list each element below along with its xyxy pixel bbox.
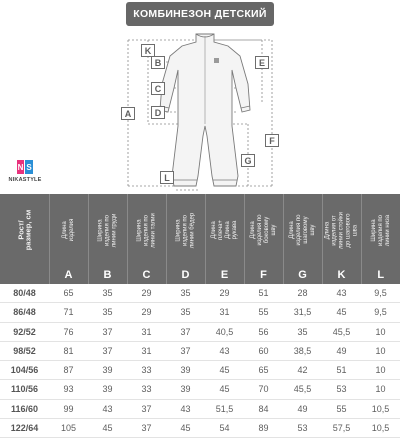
measure-cell: 39: [166, 361, 205, 380]
measure-cell: 31: [127, 322, 166, 341]
column-header-g: [283, 194, 322, 284]
measure-cell: 54: [205, 418, 244, 437]
measure-cell: 45: [88, 418, 127, 437]
size-cell: 80/48: [0, 284, 49, 303]
measure-cell: 10: [361, 361, 400, 380]
table-row: [0, 399, 400, 418]
measure-cell: 37: [88, 322, 127, 341]
column-letter: K: [323, 269, 361, 281]
measure-cell: 37: [88, 341, 127, 360]
column-letter: B: [89, 269, 127, 281]
measure-label: E: [255, 56, 269, 69]
size-cell: 92/52: [0, 322, 49, 341]
measure-cell: 43: [166, 399, 205, 418]
size-cell: 98/52: [0, 341, 49, 360]
table-row: [0, 284, 400, 303]
measure-cell: 45: [322, 303, 361, 322]
measure-cell: 56: [244, 322, 283, 341]
measure-cell: 43: [88, 399, 127, 418]
column-header-k: [322, 194, 361, 284]
measure-cell: 29: [127, 303, 166, 322]
measure-cell: 31: [127, 341, 166, 360]
measure-cell: 45,5: [283, 380, 322, 399]
measure-cell: 35: [166, 303, 205, 322]
measure-cell: 93: [49, 380, 88, 399]
column-letter: C: [128, 269, 166, 281]
column-header-l: [361, 194, 400, 284]
column-header-b: [88, 194, 127, 284]
table-row: [0, 361, 400, 380]
column-letter: A: [50, 269, 88, 281]
table-body: [0, 284, 400, 438]
brand-mark-icon: [17, 160, 33, 174]
svg-text:N: N: [18, 163, 24, 172]
column-header-label: Рост/ размер, см: [17, 206, 31, 255]
measure-cell: 70: [244, 380, 283, 399]
measure-cell: 37: [127, 399, 166, 418]
table-row: [0, 322, 400, 341]
measure-cell: 42: [283, 361, 322, 380]
measure-cell: 33: [127, 380, 166, 399]
table-row: [0, 303, 400, 322]
measure-cell: 10,5: [361, 399, 400, 418]
measure-cell: 40,5: [205, 322, 244, 341]
column-letter: E: [206, 269, 244, 281]
measure-cell: 31,5: [283, 303, 322, 322]
column-header-size: [0, 194, 49, 284]
measure-label: K: [141, 44, 155, 57]
measure-label: B: [151, 56, 165, 69]
measure-cell: 53: [283, 418, 322, 437]
table-row: [0, 341, 400, 360]
measure-cell: 35: [88, 303, 127, 322]
measure-cell: 10,5: [361, 418, 400, 437]
svg-text:S: S: [26, 163, 32, 172]
measure-cell: 33: [127, 361, 166, 380]
measure-label: D: [151, 106, 165, 119]
measure-cell: 51,5: [205, 399, 244, 418]
measure-cell: 105: [49, 418, 88, 437]
column-header-e: [205, 194, 244, 284]
measure-cell: 49: [283, 399, 322, 418]
measure-cell: 37: [166, 341, 205, 360]
measure-cell: 99: [49, 399, 88, 418]
column-header-d: [166, 194, 205, 284]
measure-cell: 9,5: [361, 303, 400, 322]
measure-label: F: [265, 134, 279, 147]
table-row: [0, 418, 400, 437]
measure-cell: 45,5: [322, 322, 361, 341]
column-header-label: Длина изделия по боковому шву: [250, 211, 278, 249]
measure-cell: 55: [322, 399, 361, 418]
measure-cell: 51: [244, 284, 283, 303]
measure-cell: 39: [166, 380, 205, 399]
measure-cell: 89: [244, 418, 283, 437]
column-header-label: Ширина изделия по линии груди: [97, 211, 118, 249]
size-cell: 104/56: [0, 361, 49, 380]
measure-cell: 39: [88, 380, 127, 399]
measure-cell: 35: [166, 284, 205, 303]
measure-cell: 35: [88, 284, 127, 303]
column-header-label: Длина изделия по шаговому шву: [289, 211, 317, 249]
measure-cell: 49: [322, 341, 361, 360]
measure-cell: 29: [205, 284, 244, 303]
column-header-c: [127, 194, 166, 284]
measure-cell: 45: [205, 380, 244, 399]
measure-cell: 38,5: [283, 341, 322, 360]
brand-name: NIKASTYLE: [5, 177, 45, 183]
size-cell: 122/64: [0, 418, 49, 437]
garment-diagram: [0, 26, 400, 194]
measure-cell: 37: [127, 418, 166, 437]
measure-cell: 43: [205, 341, 244, 360]
measure-cell: 84: [244, 399, 283, 418]
column-header-label: Ширина изделия по линии бёдер: [175, 211, 196, 249]
measure-cell: 10: [361, 322, 400, 341]
column-header-label: Ширина изделия по линии талии: [136, 211, 157, 249]
measure-cell: 29: [127, 284, 166, 303]
size-cell: 116/60: [0, 399, 49, 418]
column-letter: F: [245, 269, 283, 281]
size-chart-table: [0, 194, 400, 438]
measure-cell: 45: [205, 361, 244, 380]
jumpsuit-sketch: [0, 26, 400, 194]
measure-cell: 60: [244, 341, 283, 360]
measure-cell: 71: [49, 303, 88, 322]
measure-cell: 57,5: [322, 418, 361, 437]
column-header-a: [49, 194, 88, 284]
column-letter: D: [167, 269, 205, 281]
column-header-f: [244, 194, 283, 284]
measure-cell: 87: [49, 361, 88, 380]
column-header-label: Ширина изделия по линии низа: [370, 211, 391, 250]
measure-label: L: [160, 171, 174, 184]
measure-label: G: [241, 154, 255, 167]
measure-cell: 10: [361, 341, 400, 360]
table-row: [0, 380, 400, 399]
column-header-label: Длина изделия от линии стойки до шагового шва: [324, 211, 359, 249]
measure-cell: 53: [322, 380, 361, 399]
measure-cell: 35: [283, 322, 322, 341]
column-header-label: Длина изделия: [62, 211, 76, 249]
column-header-label: Длина плеча+ Длина рукава: [211, 211, 239, 249]
measure-cell: 10: [361, 380, 400, 399]
measure-cell: 31: [205, 303, 244, 322]
size-cell: 110/56: [0, 380, 49, 399]
measure-cell: 39: [88, 361, 127, 380]
size-cell: 86/48: [0, 303, 49, 322]
measure-cell: 9,5: [361, 284, 400, 303]
table-header-row: [0, 194, 400, 284]
measure-cell: 28: [283, 284, 322, 303]
measure-cell: 65: [244, 361, 283, 380]
column-letter: L: [362, 269, 400, 281]
measure-cell: 43: [322, 284, 361, 303]
measure-label: C: [151, 82, 165, 95]
measure-label: A: [121, 107, 135, 120]
page-title: КОМБИНЕЗОН ДЕТСКИЙ: [126, 2, 274, 26]
measure-cell: 55: [244, 303, 283, 322]
measure-cell: 45: [166, 418, 205, 437]
measure-cell: 81: [49, 341, 88, 360]
measure-cell: 65: [49, 284, 88, 303]
measure-cell: 76: [49, 322, 88, 341]
measure-cell: 51: [322, 361, 361, 380]
column-letter: G: [284, 269, 322, 281]
measure-cell: 37: [166, 322, 205, 341]
